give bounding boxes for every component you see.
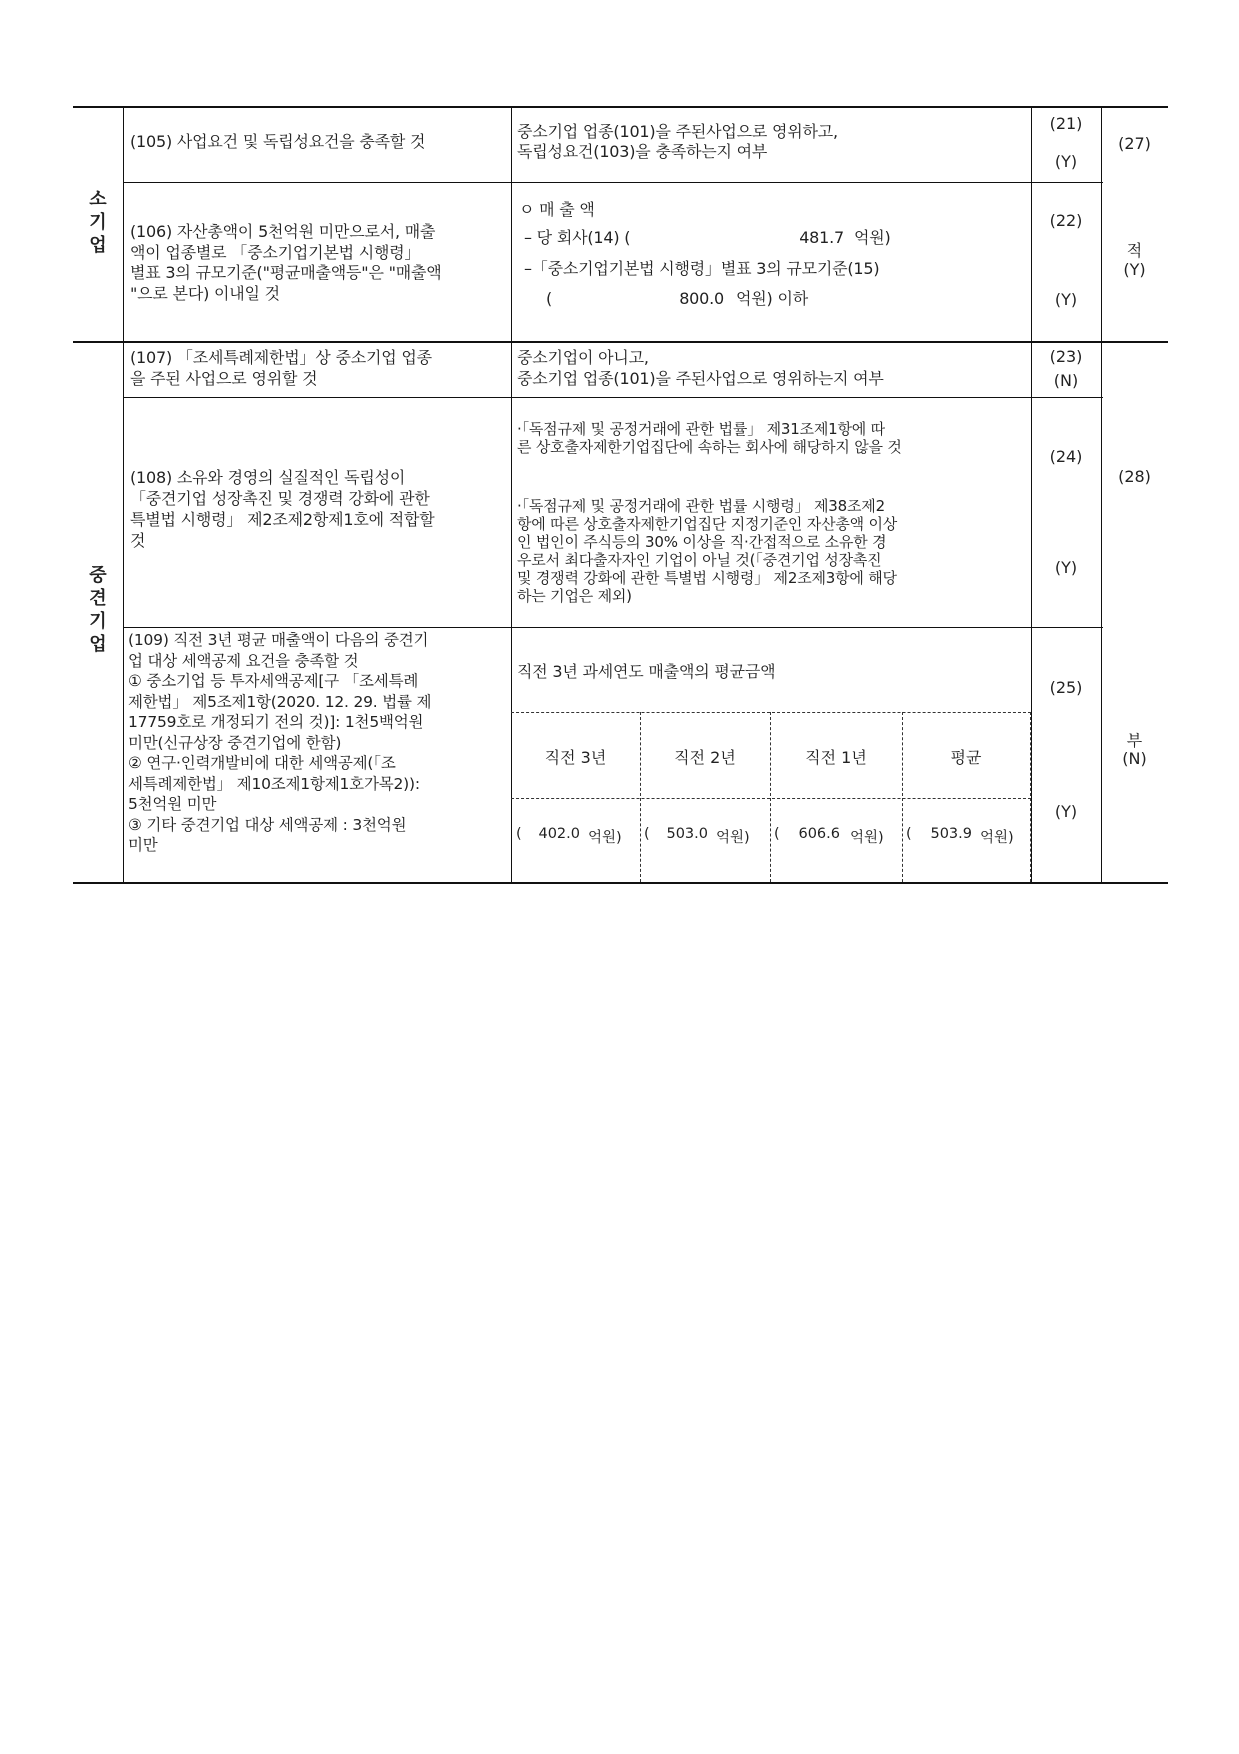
- column-divider: [123, 106, 124, 883]
- subtable-col-divider: [770, 712, 771, 882]
- column-header-1y: 직전 1년: [805, 748, 867, 767]
- column-header-2y: 직전 2년: [674, 748, 736, 767]
- criteria-106-company-value: 481.7: [799, 228, 844, 247]
- requirement-108: (108) 소유와 경영의 실질적인 독립성이 「중견기업 성장촉진 및 경쟁력 강화에 관한 특별법 시행령」 제2조제2항제1호에 적합할 것: [130, 468, 435, 550]
- requirement-109: (109) 직전 3년 평균 매출액이 다음의 중견기 업 대상 세액공제 요건을 충족할 것 ① 중소기업 등 투자세액공제[구 「조세특례 제한법」 제5조제1항(2020. 12. 29. 법률 제 17759호로 개정되기 전의 것)]: 1천5백억원 미만(신규상장 중견기업에 한함) ② 연구·인력개발비에 대한 세액공제(「조 세특례제한법」 제10조제1항제1호가목2)): 5천억원 미만 ③ 기타 중견기업 대상 세액공제 : 3천억원 미만: [128, 631, 432, 854]
- criteria-107: 중소기업이 아니고, 중소기업 업종(101)을 주된사업으로 영위하는지 여부: [517, 348, 884, 388]
- code-23: (23): [1049, 347, 1083, 366]
- category-mid-sized-business: 중 견 기 업: [89, 565, 107, 655]
- answer-106: (Y): [1054, 290, 1078, 309]
- table-top-border: [73, 106, 1168, 108]
- value-unit: 억원): [980, 830, 1014, 846]
- value-average: 503.9: [930, 826, 972, 842]
- result-value-mid: 부: [1126, 731, 1143, 750]
- value-unit: 억원): [588, 830, 622, 846]
- code-25: (25): [1049, 678, 1083, 697]
- category-small-business: 소 기 업: [89, 189, 107, 256]
- requirement-107: (107) 「조세특례제한법」상 중소기업 업종 을 주된 사업으로 영위할 것: [130, 348, 432, 388]
- result-code-28: (28): [1118, 467, 1151, 486]
- requirement-106: (106) 자산총액이 5천억원 미만으로서, 매출 액이 업종별로 「중소기업기본법 시행령」 별표 3의 규모기준("평균매출액등"은 "매출액 "으로 본다) 이내일 것: [130, 222, 442, 303]
- code-24: (24): [1049, 447, 1083, 466]
- column-header-average: 평균: [950, 748, 982, 767]
- criteria-108-first: ·「독점규제 및 공정거래에 관한 법률」 제31조제1항에 따 른 상호출자제한기업집단에 속하는 회사에 해당하지 않을 것: [517, 420, 902, 456]
- value-cell-3y: [514, 826, 638, 848]
- section-divider: [73, 341, 1168, 343]
- result-answer-mid: (N): [1122, 749, 1147, 768]
- row-divider: [123, 397, 1103, 398]
- code-21: (21): [1049, 114, 1083, 133]
- criteria-105: 중소기업 업종(101)을 주된사업으로 영위하고, 독립성요건(103)을 충족하는지 여부: [517, 122, 838, 161]
- value-cell-2y: [642, 826, 768, 848]
- criteria-108-second: ·「독점규제 및 공정거래에 관한 법률 시행령」 제38조제2 항에 따른 상호출자제한기업집단 지정기준인 자산총액 이상 인 법인이 주식등의 30% 이상을 직·간접적으로 소유한 경 우로서 최다출자자인 기업이 아닐 것(「중견기업 성장촉진 및 경쟁력 강화에 관한 특별법 시행령」 제2조제3항에 해당 하는 기업은 제외): [517, 497, 898, 605]
- value-2y: 503.0: [666, 826, 708, 842]
- row-divider: [123, 627, 1103, 628]
- criteria-106-company-label: – 당 회사(14) (: [524, 228, 631, 247]
- criteria-106-standard-open: (: [546, 289, 553, 308]
- answer-109: (Y): [1054, 802, 1078, 821]
- value-1y: 606.6: [798, 826, 840, 842]
- subtable-header-line: [511, 712, 1031, 713]
- result-answer-small: (Y): [1123, 260, 1146, 279]
- requirement-105: (105) 사업요건 및 독립성요건을 충족할 것: [130, 132, 426, 151]
- criteria-106-standard-value: 800.0: [679, 289, 724, 308]
- value-cell-1y: [772, 826, 900, 848]
- result-code-27: (27): [1118, 134, 1151, 153]
- column-header-3y: 직전 3년: [544, 748, 607, 767]
- row-divider: [123, 182, 1103, 183]
- criteria-109-heading: 직전 3년 과세연도 매출액의 평균금액: [517, 662, 776, 681]
- criteria-106-heading: ㅇ 매 출 액: [519, 200, 595, 219]
- answer-108: (Y): [1054, 558, 1078, 577]
- answer-105: (Y): [1054, 152, 1078, 171]
- value-open: (: [906, 826, 912, 842]
- criteria-106-standard-unit: 억원) 이하: [736, 289, 808, 308]
- value-open: (: [774, 826, 780, 842]
- value-unit: 억원): [716, 830, 750, 846]
- criteria-106-company-unit: 억원): [854, 228, 891, 247]
- subtable-right-line: [1030, 712, 1031, 882]
- value-open: (: [644, 826, 650, 842]
- subtable-mid-line: [511, 798, 1031, 799]
- value-unit: 억원): [850, 830, 884, 846]
- table-bottom-border: [73, 882, 1168, 884]
- value-open: (: [516, 826, 522, 842]
- result-value-small: 적: [1126, 241, 1143, 260]
- code-22: (22): [1049, 211, 1083, 230]
- answer-107: (N): [1053, 371, 1079, 390]
- criteria-106-standard-label: –「중소기업기본법 시행령」별표 3의 규모기준(15): [524, 259, 880, 278]
- subtable-col-divider: [640, 712, 641, 882]
- subtable-col-divider: [902, 712, 903, 882]
- value-3y: 402.0: [538, 826, 580, 842]
- value-cell-average: [904, 826, 1028, 848]
